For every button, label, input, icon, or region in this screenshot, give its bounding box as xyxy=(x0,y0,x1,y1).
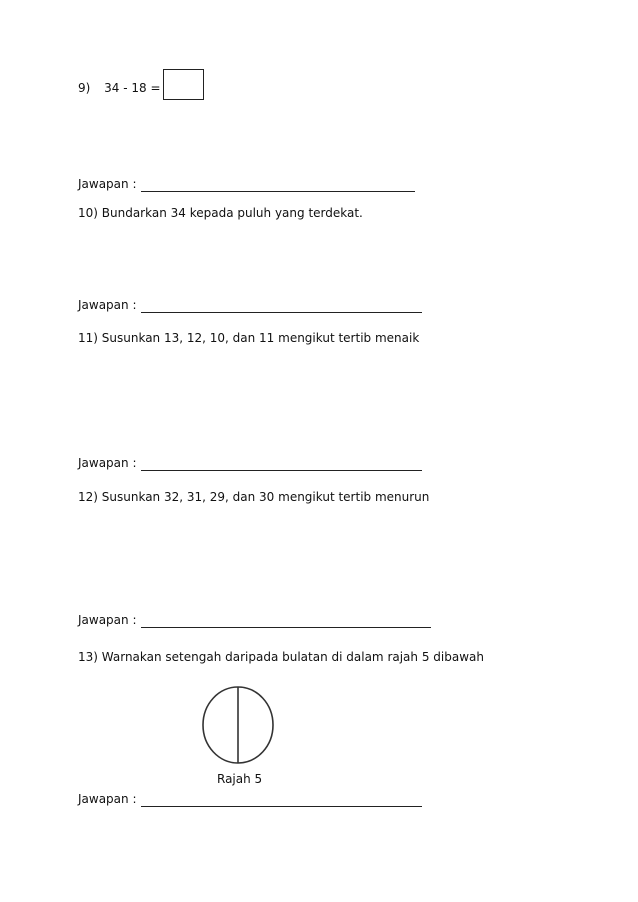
question-11: 11) Susunkan 13, 12, 10, dan 11 mengikut tertib menaik xyxy=(78,331,420,345)
answer-row-12 xyxy=(78,612,431,628)
answer-label: Jawapan : xyxy=(78,613,137,627)
answer-line[interactable] xyxy=(141,458,422,471)
question-13: 13) Warnakan setengah daripada bulatan di dalam rajah 5 dibawah xyxy=(78,650,484,664)
answer-row-11 xyxy=(78,455,422,471)
answer-line[interactable] xyxy=(141,794,422,807)
answer-line[interactable] xyxy=(141,300,422,313)
answer-label: Jawapan : xyxy=(78,792,137,806)
question-9 xyxy=(78,80,161,96)
answer-label: Jawapan : xyxy=(78,177,137,191)
answer-line[interactable] xyxy=(141,615,431,628)
answer-row-10 xyxy=(78,297,422,313)
answer-label: Jawapan : xyxy=(78,456,137,470)
answer-row-13 xyxy=(78,791,422,807)
question-12: 12) Susunkan 32, 31, 29, dan 30 mengikut tertib menurun xyxy=(78,490,430,504)
question-9-answer-box[interactable] xyxy=(163,69,204,100)
question-9-number: 9) xyxy=(78,81,91,95)
figure-caption: Rajah 5 xyxy=(217,772,263,786)
answer-row-9 xyxy=(78,176,415,192)
half-circle-figure[interactable] xyxy=(200,684,278,766)
answer-label: Jawapan : xyxy=(78,298,137,312)
question-10: 10) Bundarkan 34 kepada puluh yang terdekat. xyxy=(78,206,363,220)
question-9-expression: 34 - 18 = xyxy=(104,81,161,95)
answer-line[interactable] xyxy=(141,179,415,192)
